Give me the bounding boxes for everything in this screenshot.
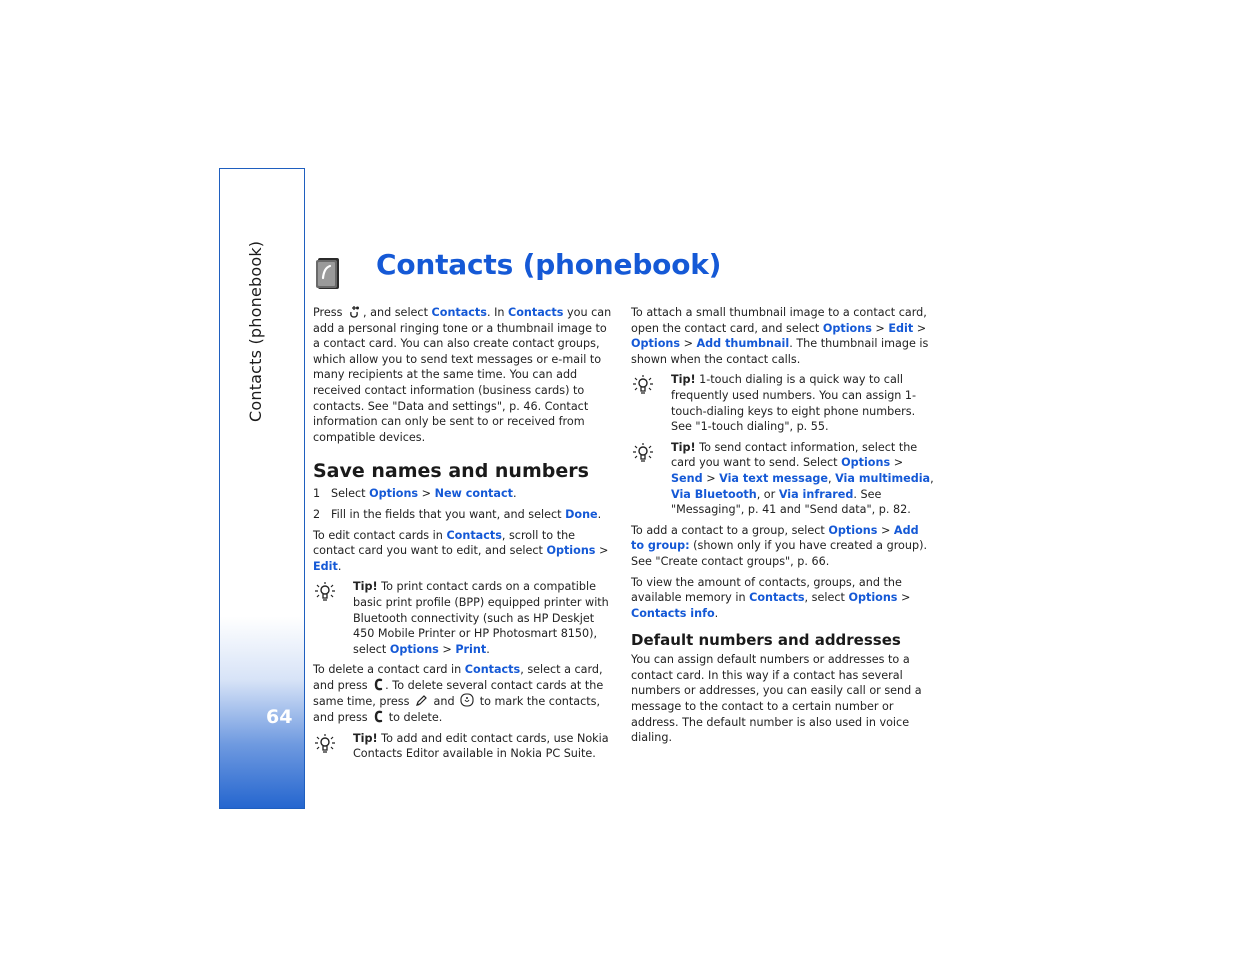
sidebar-chapter-title: Contacts (phonebook): [246, 240, 265, 422]
edit-pencil-key-icon: [415, 694, 428, 707]
group-paragraph: To add a contact to a group, select Options > Add to group: (shown only if you have created a group). See "Create contact groups", p. 66.: [631, 523, 928, 568]
tip-print: Tip! To print contact cards on a compatible basic print profile (BPP) equipped printer with Bluetooth connectivity (such as HP Deskjet 450 Mobile Printer or HP Photosmart 8150), select Options > Print.: [313, 579, 613, 657]
lightbulb-tip-icon: [631, 442, 655, 464]
tip-1-touch-dialing: Tip! 1-touch dialing is a quick way to call frequently used numbers. You can assign 1-touch-dialing keys to eight phone numbers. See "1-touch dialing", p. 55.: [631, 372, 935, 434]
tip-send-contact: Tip! To send contact information, select the card you want to send. Select Options > Send > Via text message, Via multimedia, Via Bluetooth, or Via infrared. See "Messaging", p. 41 and "Send data", p. 82.: [631, 440, 935, 518]
contacts-book-icon: [315, 256, 341, 290]
lightbulb-tip-icon: [313, 733, 337, 755]
delete-paragraph: To delete a contact card in Contacts, select a card, and press . To delete several contact cards at the same time, press and to mark the contacts, and press to delete.: [313, 663, 604, 725]
section-heading-save-names: Save names and numbers: [313, 460, 589, 483]
intro-paragraph: Press , and select Contacts. In Contacts you can add a personal ringing tone or a thumbnail image to a contact card. You can also create contact groups, which allow you to send text messages or e-mail to many recipients at the same time. You can add received contact information (business cards) to contacts. See "Data and settings", p. 46. Contact information can only be sent to or received from compatible devices.: [313, 306, 612, 444]
default-numbers-paragraph: You can assign default numbers or addresses to a contact card. In this way if a contact has several numbers or addresses, you can easily call or send a message to the contact to a certain number or address. The default number is also used in voice dialing.: [631, 653, 922, 745]
page-number: 64: [266, 706, 293, 728]
menu-key-icon: [348, 305, 361, 318]
thumbnail-paragraph: To attach a small thumbnail image to a contact card, open the contact card, and select Options > Edit > Options > Add thumbnail. The thumbnail image is shown when the contact calls.: [631, 306, 929, 366]
clear-key-icon: [373, 678, 383, 691]
joystick-key-icon: [460, 693, 474, 707]
tip-contacts-editor: Tip! To add and edit contact cards, use Nokia Contacts Editor available in Nokia PC Suite.: [313, 731, 613, 762]
left-column: [313, 305, 613, 767]
edit-paragraph: To edit contact cards in Contacts, scroll to the contact card you want to edit, and select Options > Edit.: [313, 528, 609, 573]
memory-paragraph: To view the amount of contacts, groups, and the available memory in Contacts, select Options > Contacts info.: [631, 575, 911, 620]
page-title: Contacts (phonebook): [376, 248, 722, 281]
subsection-heading-default-numbers: Default numbers and addresses: [631, 631, 901, 650]
lightbulb-tip-icon: [313, 581, 337, 603]
clear-key-icon: [373, 710, 383, 723]
lightbulb-tip-icon: [631, 374, 655, 396]
step-item: 1 Select Options > New contact.: [313, 487, 517, 501]
right-column: [631, 305, 935, 751]
step-item: 2 Fill in the fields that you want, and select Done.: [313, 507, 602, 521]
